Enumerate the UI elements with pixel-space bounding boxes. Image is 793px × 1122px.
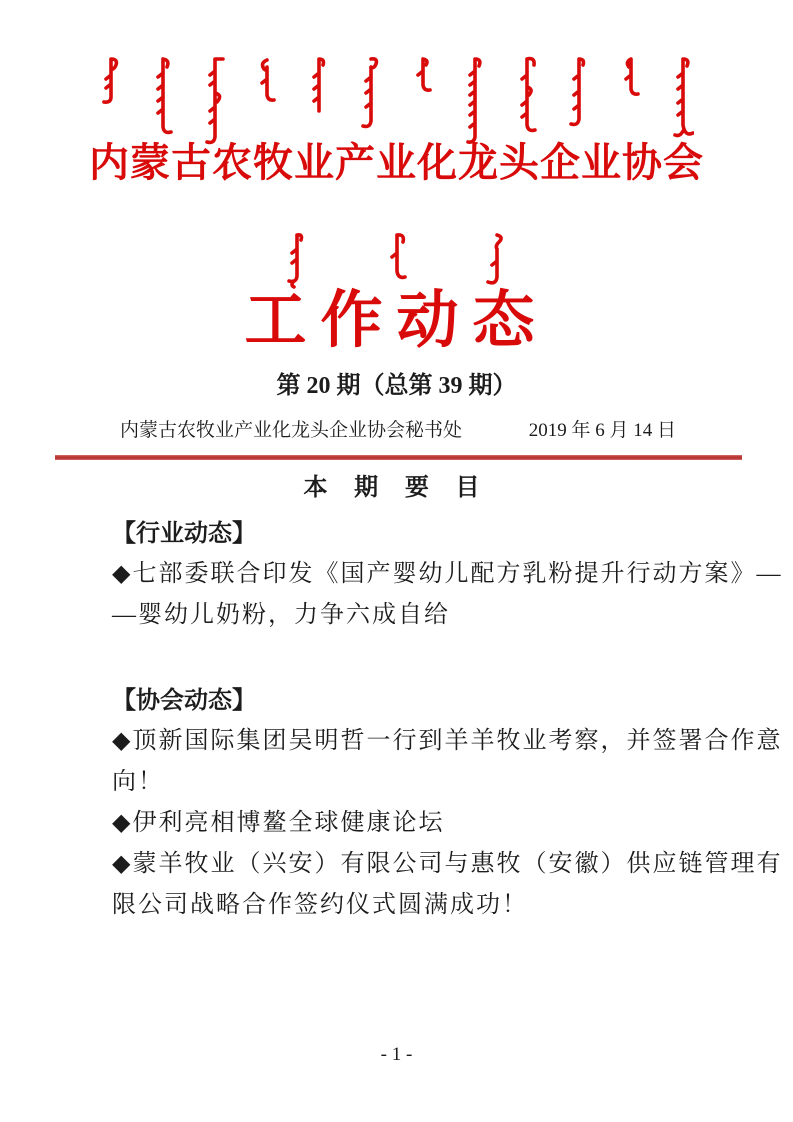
mongolian-glyph-icon <box>486 231 508 287</box>
mongolian-glyph-icon <box>360 55 382 129</box>
mongolian-script-row-2 <box>0 231 793 289</box>
red-divider-line <box>55 455 742 460</box>
mongolian-glyph-icon <box>672 55 694 139</box>
toc-section-association <box>112 680 783 926</box>
toc-item-line: —婴幼儿奶粉，力争六成自给 <box>112 602 450 628</box>
mongolian-glyph-icon <box>620 55 642 97</box>
mongolian-glyph-icon <box>100 55 122 105</box>
bulletin-title: 工作动态 <box>244 287 549 355</box>
mongolian-glyph-icon <box>204 55 226 145</box>
page-number: - 1 - <box>380 1044 413 1065</box>
mongolian-glyph-icon <box>412 55 434 93</box>
meta-row <box>120 418 676 443</box>
mongolian-script-row-1 <box>0 55 793 145</box>
toc-section-industry <box>112 513 783 636</box>
toc-item-line: ◆七部委联合印发《国产婴幼儿配方乳粉提升行动方案》— <box>112 561 783 587</box>
toc-item-line: ◆伊利亮相博鳌全球健康论坛 <box>112 810 445 836</box>
masthead <box>0 0 793 353</box>
organization-title: 内蒙古农牧业产业化龙头企业协会 <box>89 140 704 185</box>
toc-item-line: ◆顶新国际集团吴明哲一行到羊羊牧业考察，并签署合作意 <box>112 728 783 754</box>
issue-number: 第 20 期（总第 39 期） <box>276 373 517 399</box>
mongolian-glyph-icon <box>516 55 538 133</box>
section-title: 【行业动态】 <box>112 520 256 547</box>
toc-item-line: 向！ <box>112 769 164 795</box>
mongolian-glyph-icon <box>256 55 278 103</box>
publisher: 内蒙古农牧业产业化龙头企业协会秘书处 <box>120 420 463 441</box>
mongolian-glyph-icon <box>568 55 590 127</box>
page-footer <box>0 1044 793 1065</box>
section-gap <box>112 636 733 680</box>
table-of-contents <box>112 513 783 926</box>
toc-item-line: ◆蒙羊牧业（兴安）有限公司与惠牧（安徽）供应链管理有 <box>112 851 783 877</box>
toc-heading: 本 期 要 目 <box>303 474 490 501</box>
mongolian-glyph-icon <box>308 55 330 115</box>
mongolian-glyph-icon <box>286 231 308 289</box>
toc-item-line: 限公司战略合作签约仪式圆满成功！ <box>112 892 528 918</box>
section-title: 【协会动态】 <box>112 687 256 714</box>
mongolian-glyph-icon <box>386 231 408 281</box>
mongolian-glyph-icon <box>464 55 486 145</box>
mongolian-glyph-icon <box>152 55 174 135</box>
publish-date: 2019 年 6 月 14 日 <box>528 420 676 441</box>
